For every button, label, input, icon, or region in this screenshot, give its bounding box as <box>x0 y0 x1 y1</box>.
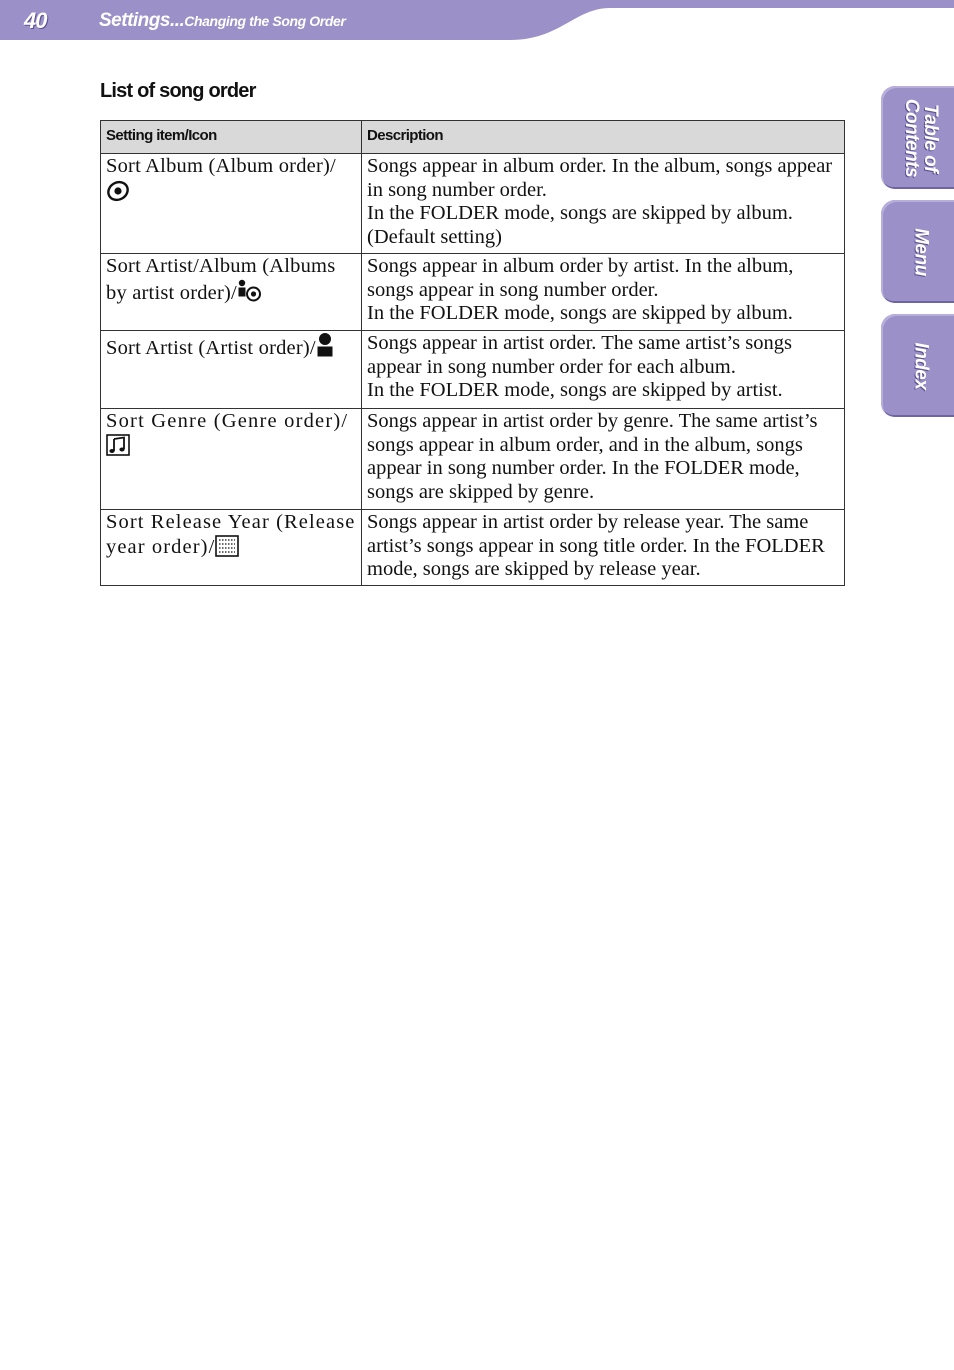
breadcrumb <box>99 10 345 32</box>
description-line: Songs appear in album order. In the album, songs appear in song number order. <box>367 155 833 201</box>
table-row <box>101 331 845 409</box>
description-line: In the FOLDER mode, songs are skipped by album. <box>367 202 793 224</box>
setting-item-cell <box>101 154 362 254</box>
song-order-table <box>100 120 845 586</box>
table-row <box>101 154 845 254</box>
page-number: 40 <box>24 8 47 33</box>
setting-item-label: Sort Artist (Artist order)/ <box>106 337 316 359</box>
page-header <box>0 0 954 40</box>
setting-item-label: Sort Release Year (Release year order)/ <box>106 511 356 558</box>
setting-item-cell <box>101 254 362 331</box>
breadcrumb-subsection: Changing the Song Order <box>184 13 346 29</box>
genre-order-icon <box>106 434 130 463</box>
description-cell <box>362 331 845 409</box>
breadcrumb-section: Settings... <box>99 10 185 31</box>
setting-item-label: Sort Album (Album order)/ <box>106 155 336 177</box>
artist-order-icon <box>316 332 334 365</box>
description-line: Songs appear in artist order. The same artist’s songs appear in song number order for each album. <box>367 332 792 378</box>
release-year-order-icon <box>215 535 239 564</box>
table-row <box>101 409 845 510</box>
artist-album-order-icon <box>237 279 263 310</box>
table-row <box>101 510 845 586</box>
column-header-item: Setting item/Icon <box>101 121 362 154</box>
tab-index[interactable] <box>881 314 954 417</box>
description-cell <box>362 510 845 586</box>
tab-label: Menu <box>910 227 932 276</box>
table-row <box>101 254 845 331</box>
setting-item-cell <box>101 331 362 409</box>
setting-item-cell <box>101 510 362 586</box>
description-line: Songs appear in artist order by release year. The same artist’s songs appear in song title order. In the FOLDER mode, songs are skipped by release year. <box>367 511 825 580</box>
setting-item-label: Sort Artist/Album (Albums by artist order)/ <box>106 255 336 304</box>
description-line: (Default setting) <box>367 225 502 248</box>
tab-label: Table of Contents <box>901 98 941 177</box>
description-line: Songs appear in album order by artist. In the album, songs appear in song number order. <box>367 255 794 301</box>
description-cell <box>362 409 845 510</box>
tab-label: Index <box>910 341 932 390</box>
description-cell <box>362 254 845 331</box>
description-line: In the FOLDER mode, songs are skipped by album. <box>367 302 793 324</box>
description-line: In the FOLDER mode, songs are skipped by artist. <box>367 379 783 401</box>
description-cell <box>362 154 845 254</box>
description-line: Songs appear in artist order by genre. The same artist’s songs appear in album order, and in the album, songs appear in song number order. In the FOLDER mode, songs are skipped by genre. <box>367 410 818 503</box>
tab-menu[interactable] <box>881 200 954 303</box>
section-title: List of song order <box>100 80 256 102</box>
setting-item-label: Sort Genre (Genre order)/ <box>106 410 349 432</box>
tab-table-of-contents[interactable] <box>881 86 954 189</box>
album-order-icon <box>106 179 130 210</box>
table-header-row <box>101 121 845 154</box>
column-header-description: Description <box>362 121 845 154</box>
setting-item-cell <box>101 409 362 510</box>
